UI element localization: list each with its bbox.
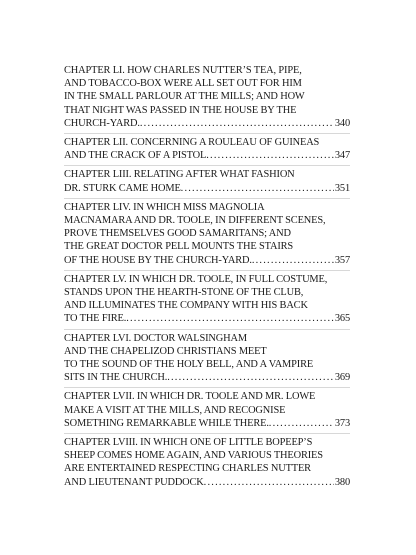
toc-entry-line: MAKE A VISIT AT THE MILLS, AND RECOGNISE — [64, 404, 286, 416]
dot-leader — [126, 312, 334, 325]
toc-entry-line: ARE ENTERTAINED RESPECTING CHARLES NUTTER — [64, 463, 311, 475]
toc-entry-last-line — [64, 417, 350, 430]
toc-entry-last-line — [64, 182, 350, 195]
toc-entry-chapter-51[interactable] — [64, 62, 350, 134]
toc-entry-line: THE GREAT DOCTOR PELL MOUNTS THE STAIRS — [64, 241, 294, 253]
toc-entry-text: SOMETHING REMARKABLE WHILE THERE. — [64, 417, 269, 429]
toc-entry-text: SITS IN THE CHURCH. — [64, 372, 168, 384]
toc-entry-last-line — [64, 476, 350, 489]
toc-entry-last-line — [64, 117, 350, 130]
table-of-contents — [64, 62, 350, 492]
toc-entry-line: CHAPTER LVII. IN WHICH DR. TOOLE AND MR. LOWE — [64, 391, 316, 403]
dot-leader — [140, 117, 334, 130]
toc-entry-chapter-55[interactable] — [64, 271, 350, 330]
dot-leader — [204, 476, 334, 489]
toc-entry-line: THAT NIGHT WAS PASSED IN THE HOUSE BY THE — [64, 104, 297, 116]
toc-entry-line: TO THE SOUND OF THE HOLY BELL, AND A VAMPIRE — [64, 359, 314, 371]
toc-entry-line: STANDS UPON THE HEARTH-STONE OF THE CLUB, — [64, 287, 304, 299]
toc-entry-chapter-53[interactable] — [64, 166, 350, 198]
page-number: 347 — [334, 150, 350, 162]
toc-entry-text: OF THE HOUSE BY THE CHURCH-YARD. — [64, 254, 252, 266]
toc-entry-line: PROVE THEMSELVES GOOD SAMARITANS; AND — [64, 228, 291, 240]
toc-entry-line: CHAPTER LIII. RELATING AFTER WHAT FASHION — [64, 169, 295, 181]
toc-entry-line: MACNAMARA AND DR. TOOLE, IN DIFFERENT SCENES, — [64, 215, 326, 227]
toc-entry-chapter-57[interactable] — [64, 388, 350, 434]
toc-entry-chapter-58[interactable] — [64, 434, 350, 492]
toc-entry-line: CHAPTER LII. CONCERNING A ROULEAU OF GUINEAS — [64, 137, 320, 149]
toc-entry-last-line — [64, 371, 350, 384]
dot-leader — [252, 254, 334, 267]
toc-entry-text: AND THE CRACK OF A PISTOL — [64, 150, 207, 162]
page-number: 357 — [334, 254, 350, 266]
dot-leader — [167, 371, 334, 384]
toc-entry-line: CHAPTER LV. IN WHICH DR. TOOLE, IN FULL COSTUME, — [64, 273, 328, 285]
toc-entry-line: AND THE CHAPELIZOD CHRISTIANS MEET — [64, 345, 267, 357]
toc-entry-line: CHAPTER LVI. DOCTOR WALSINGHAM — [64, 332, 247, 344]
page-number: 373 — [334, 417, 350, 429]
page-number: 365 — [334, 313, 350, 325]
toc-entry-line: AND ILLUMINATES THE COMPANY WITH HIS BACK — [64, 300, 308, 312]
page-number: 369 — [334, 372, 350, 384]
toc-entry-chapter-56[interactable] — [64, 330, 350, 389]
dot-leader — [269, 417, 334, 430]
toc-entry-text: DR. STURK CAME HOME — [64, 182, 181, 194]
page-number: 351 — [334, 182, 350, 194]
toc-entry-text: AND LIEUTENANT PUDDOCK — [64, 476, 204, 488]
toc-entry-line: IN THE SMALL PARLOUR AT THE MILLS; AND HOW — [64, 91, 305, 103]
toc-entry-last-line — [64, 149, 350, 162]
page-number: 340 — [334, 117, 350, 129]
toc-entry-line: AND TOBACCO-BOX WERE ALL SET OUT FOR HIM — [64, 78, 302, 90]
toc-entry-last-line — [64, 254, 350, 267]
toc-entry-line: SHEEP COMES HOME AGAIN, AND VARIOUS THEORIES — [64, 450, 323, 462]
toc-entry-chapter-54[interactable] — [64, 199, 350, 271]
toc-entry-last-line — [64, 312, 350, 325]
toc-entry-chapter-52[interactable] — [64, 134, 350, 166]
toc-entry-line: CHAPTER LIV. IN WHICH MISS MAGNOLIA — [64, 201, 265, 213]
dot-leader — [206, 149, 334, 162]
toc-entry-text: CHURCH-YARD. — [64, 117, 140, 129]
dot-leader — [181, 182, 334, 195]
toc-entry-text: TO THE FIRE. — [64, 313, 127, 325]
toc-entry-line: CHAPTER LI. HOW CHARLES NUTTER’S TEA, PIPE, — [64, 65, 302, 76]
page-number: 380 — [334, 476, 350, 488]
toc-entry-line: CHAPTER LVIII. IN WHICH ONE OF LITTLE BOPEEP’S — [64, 437, 313, 449]
